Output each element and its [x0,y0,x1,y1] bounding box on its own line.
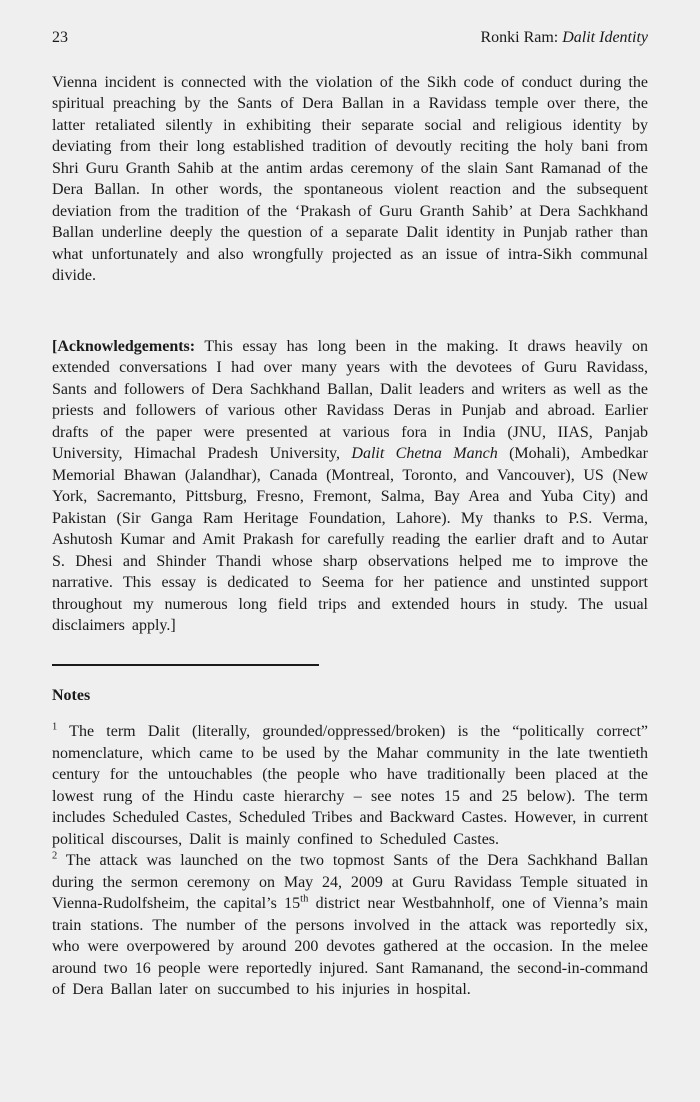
footnote-2-text-2: district near Westbahnholf, one of Vienna’s main train stations. The number of the persons involved in the attack was reportedly six, who were overpowered by around 200 devotes gathered at the occasion. In the melee around two 16 people were reportedly injured. Sant Ramanand, the second-in-command of Dera Ballan later on succumbed to his injuries in hospital. [52,895,648,998]
footnote-1-text: The term Dalit (literally, grounded/oppressed/broken) is the “politically correct” nomenclature, which came to be used by the Mahar community in the late twentieth century for the untouchables (the people who have traditionally been placed at the lowest rung of the Hindu caste hierarchy – see notes 15 and 25 below). The term includes Scheduled Castes, Scheduled Tribes and Backward Castes. However, in current political discourses, Dalit is mainly confined to Scheduled Castes. [52,723,648,848]
acknowledgements-text-1: This essay has long been in the making. It draws heavily on extended conversations I had over many years with the devotees of Guru Ravidass, Sants and followers of Dera Sachkhand Ballan, Dalit leaders and writers as well as the priests and followers of various other Ravidass Deras in Punjab and abroad. Earlier drafts of the paper were presented at various fora in India (JNU, IIAS, Panjab University, Himachal Pradesh University, [52,337,648,462]
footnote-2-text-1: The attack was launched on the two topmost Sants of the Dera Sachkhand Ballan during the sermon ceremony on May 24, 2009 at Guru Ravidass Temple situated in Vienna-Rudolfsheim, the capital’s 15 [52,852,648,912]
notes-heading: Notes [52,686,91,704]
footnote-2 [52,850,648,1001]
acknowledgements-label: [Acknowledgements: [52,337,196,355]
running-head-title: Dalit Identity [562,29,648,46]
acknowledgements-paragraph [52,336,648,637]
body-paragraph-conclusion: Vienna incident is connected with the violation of the Sikh code of conduct during the spiritual preaching by the Sants of Dera Ballan in a Ravidass temple over there, the latter retaliated silently in exhibiting their separate social and religious identity by deviating from their long established tradition of devoutly reciting the holy bani from Shri Guru Granth Sahib at the antim ardas ceremony of the slain Sant Ramanad of the Dera Ballan. In other words, the spontaneous violent reaction and the subsequent deviation from the tradition of the ‘Prakash of Guru Granth Sahib’ at Dera Sachkhand Ballan underline deeply the question of a separate Dalit identity in Punjab rather than what unfortunately and also wrongfully projected as an issue of intra-Sikh communal divide. [52,73,648,284]
footnote-2-ordinal-suffix: th [300,893,309,905]
acknowledgements-italic-title: Dalit Chetna Manch [351,445,498,462]
footnote-1-number: 1 [52,721,58,733]
running-head [480,27,648,49]
page-number: 23 [52,29,68,46]
footnote-separator-rule [52,664,319,666]
footnote-2-number: 2 [52,850,58,862]
footnote-1 [52,721,648,850]
page-header [52,27,648,49]
running-head-author: Ronki Ram: [480,29,563,46]
acknowledgements-text-2: (Mohali), Ambedkar Memorial Bhawan (Jalandhar), Canada (Montreal, Toronto, and Vancouver), US (New York, Sacremanto, Pittsburg, Fresno, Fremont, Salma, Bay Area and Yuba City) and Pakistan (Sir Ganga Ram Heritage Foundation, Lahore). My thanks to P.S. Verma, Ashutosh Kumar and Amit Prakash for carefully reading the earlier draft and to Autar S. Dhesi and Shinder Thandi whose sharp observations helped me to improve the narrative. This essay is dedicated to Seema for her patience and unstinted support throughout my numerous long field trips and extended hours in study. The usual disclaimers apply.] [52,445,648,634]
